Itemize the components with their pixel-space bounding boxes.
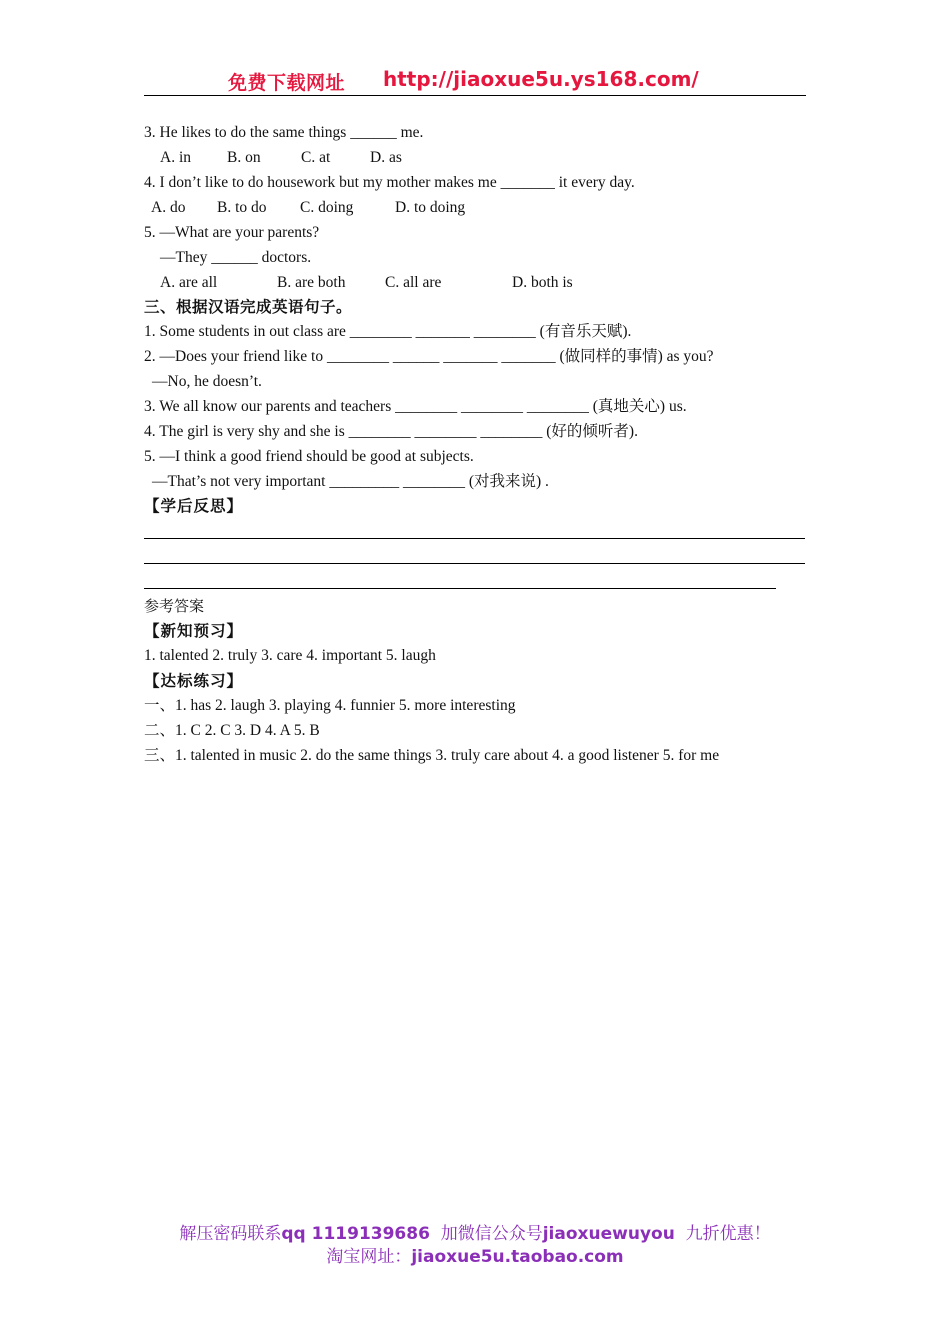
option-a: A. are all	[160, 274, 218, 291]
option-d: D. both is	[512, 274, 573, 291]
option-b: B. on	[227, 149, 261, 166]
footer-wechat-label: 加微信公众号	[440, 1224, 543, 1244]
header-title: 免费下载网址	[228, 72, 346, 94]
question-3-stem: 3. He likes to do the same things ______ me.	[144, 124, 424, 141]
option-c: C. all are	[385, 274, 442, 291]
page-header	[144, 66, 806, 96]
reflection-line-3	[144, 588, 776, 589]
footer-wechat: jiaoxuewuyou	[542, 1224, 675, 1244]
preview-answers: 1. talented 2. truly 3. care 4. important 5. laugh	[144, 647, 436, 664]
question-4-stem: 4. I don’t like to do housework but my mother makes me _______ it every day.	[144, 174, 635, 191]
footer-contact-line	[0, 1219, 950, 1244]
section-3-item-5: 5. —I think a good friend should be good at subjects.	[144, 448, 474, 465]
question-5-stem: 5. —What are your parents?	[144, 224, 320, 241]
reflection-heading: 【学后反思】	[144, 496, 244, 515]
option-b: B. are both	[277, 274, 346, 291]
option-d: D. to doing	[395, 199, 466, 216]
section-3-item-2-reply: —No, he doesn’t.	[152, 373, 262, 390]
option-a: A. in	[160, 149, 191, 166]
option-b: B. to do	[217, 199, 267, 216]
section-3-item-1: 1. Some students in out class are ________ _______ ________ (有音乐天赋).	[144, 323, 632, 340]
practice-heading: 【达标练习】	[144, 671, 244, 690]
option-a: A. do	[151, 199, 186, 216]
footer-taobao-line	[0, 1242, 950, 1267]
footer-qq: qq 1119139686	[281, 1224, 430, 1244]
option-d: D. as	[370, 149, 402, 166]
section-3-item-5-reply: —That’s not very important _________ ________ (对我来说) .	[152, 473, 549, 490]
footer-taobao-label: 淘宝网址：	[326, 1247, 412, 1267]
question-5-stem-2: —They ______ doctors.	[160, 249, 312, 266]
preview-heading: 【新知预习】	[144, 621, 244, 640]
footer-taobao-link[interactable]: jiaoxue5u.taobao.com	[411, 1247, 624, 1267]
practice-answers-2: 二、1. C 2. C 3. D 4. A 5. B	[144, 722, 320, 739]
section-3-item-3: 3. We all know our parents and teachers ________ ________ ________ (真地关心) us.	[144, 398, 687, 415]
practice-answers-1: 一、1. has 2. laugh 3. playing 4. funnier 5. more interesting	[144, 697, 516, 714]
section-3-item-2: 2. —Does your friend like to ________ ______ _______ _______ (做同样的事情) as you?	[144, 348, 714, 365]
section-3-heading: 三、根据汉语完成英语句子。	[144, 297, 353, 316]
option-c: C. at	[301, 149, 331, 166]
reflection-line-2	[144, 563, 805, 564]
answers-title: 参考答案	[144, 597, 205, 615]
footer-password-label: 解压密码联系	[179, 1224, 282, 1244]
option-c: C. doing	[300, 199, 354, 216]
footer-discount: 九折优惠！	[685, 1224, 771, 1244]
section-3-item-4: 4. The girl is very shy and she is ________ ________ ________ (好的倾听者).	[144, 423, 638, 440]
reflection-line-1	[144, 538, 805, 539]
practice-answers-3: 三、1. talented in music 2. do the same things 3. truly care about 4. a good listener 5. for me	[144, 747, 720, 764]
header-url-link[interactable]: http://jiaoxue5u.ys168.com/	[383, 67, 699, 91]
